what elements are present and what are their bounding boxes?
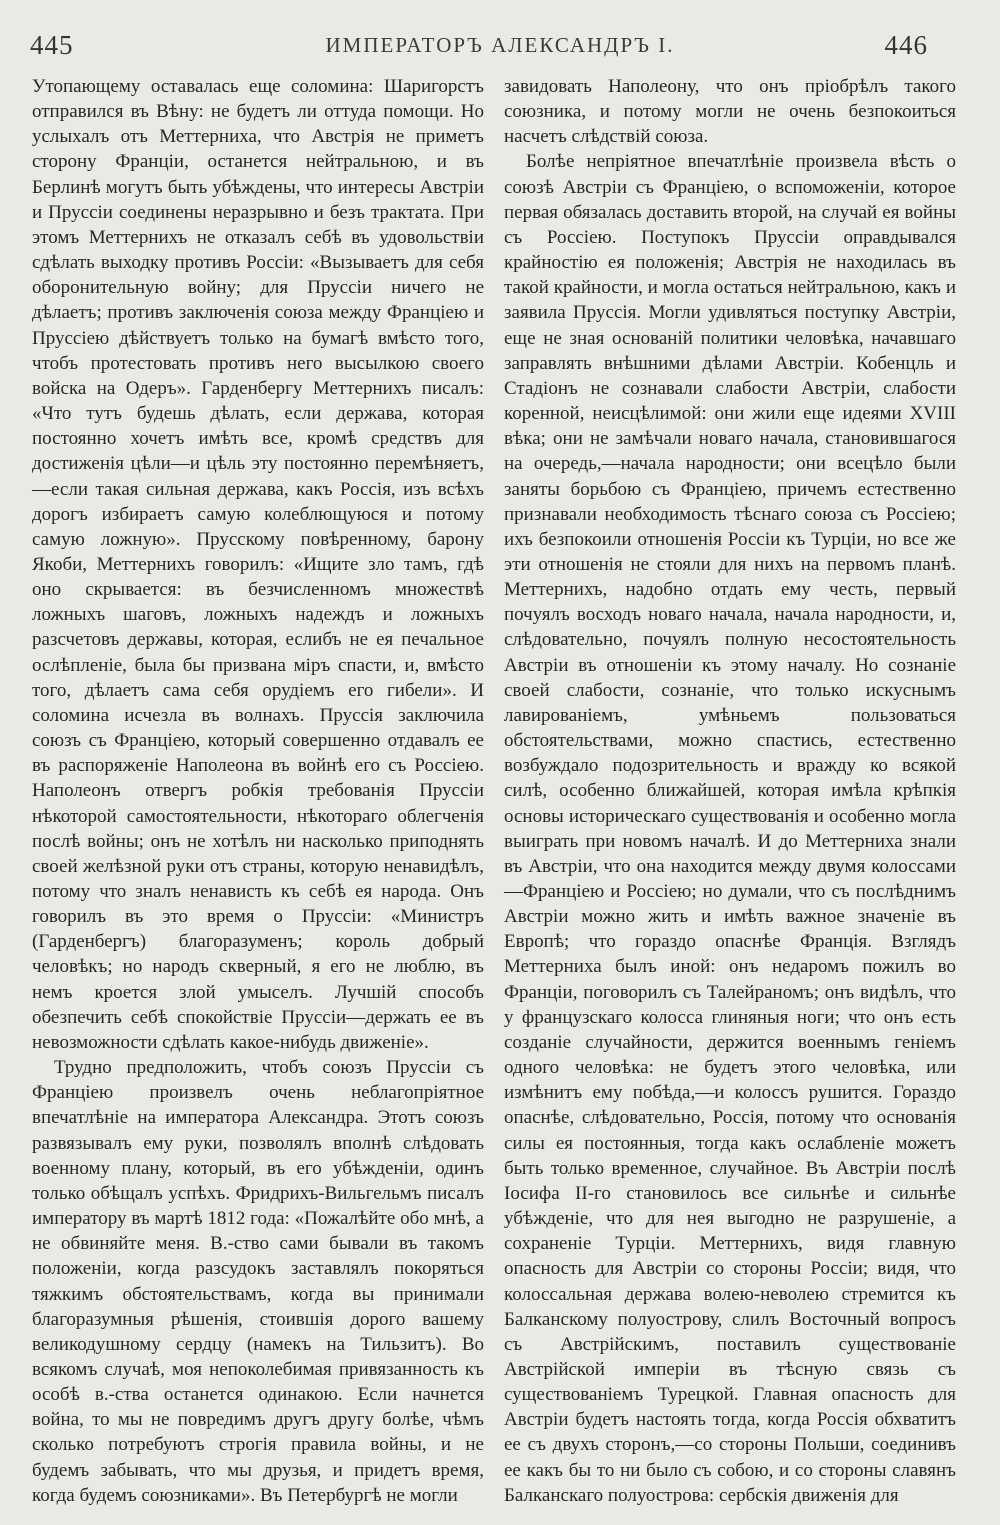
paragraph: Трудно предположить, чтобъ союзъ Пруссіи съ Франціею произвелъ очень неблагопріятное впечатлѣніе на императора Александра. Этотъ союзъ развязывалъ ему руки, позволялъ вполнѣ слѣдовать военному плану, который, въ его убѣжденіи, одинъ только обѣщалъ успѣхъ. Фридрихъ-Вильгельмъ писалъ императору въ мартѣ 1812 года: «Пожалѣйте обо мнѣ, а не обвиняйте меня. В.-ство сами бывали въ такомъ положеніи, когда разсудокъ заставлялъ покоряться тяжкимъ обстоятельствамъ, когда вы принимали благоразумныя рѣшенія, стоившія дорого вашему великодушному сердцу (намекъ на Тильзитъ). Во всякомъ случаѣ, моя непоколебимая привязанность къ особѣ в.-ства останется одинакою. Если начнется война, то мы не повредимъ другъ другу болѣе, чѣмъ сколько потребуютъ строгія правила войны, и не будемъ забывать, что мы друзья, и придетъ время, когда будемъ союзниками». Въ Петербургѣ не могли: [32, 1057, 484, 1506]
paragraph: Болѣе непріятное впечатлѣніе произвела вѣсть о союзѣ Австріи съ Франціею, о вспоможеніи, которое первая обязалась доставить второй, на случай ея войны съ Россіею. Поступокъ Пруссіи оправдывался крайностію ея положенія; Австрія не находилась въ такой крайности, и могла остаться нейтральною, какъ и заявила Пруссія. Могли удивляться поступку Австріи, еще не зная основаній политики человѣка, начавшаго заправлять внѣшними дѣлами Австріи. Кобенцль и Стадіонъ не сознавали слабости Австріи, слабости коренной, неисцѣлимой: они жили еще идеями XVIII вѣка; они не замѣчали новаго начала, становившагося на очередь,—начала народности; они всецѣло были заняты борьбою съ Франціею, причемъ естественно признавали необходимость тѣснаго союза съ Россіею; ихъ безпокоили отношенія Россіи къ Турціи, но все же эти отношенія не стояли для нихъ на первомъ планѣ. Меттернихъ, надобно отдать ему честь, первый почуялъ восходъ новаго начала, начала народности, и, слѣдовательно, почуялъ полную несостоятельность Австріи въ отношеніи къ этому началу. Но сознаніе своей слабости, сознаніе, что только искуснымъ лавированіемъ, умѣньемъ пользоваться обстоятельствами, можно спастись, естественно возбуждало подозрительность и вражду ко всякой силѣ, особенно ближайшей, которая имѣла крѣпкія основы историческаго существованія и особенно могла выиграть при новомъ началѣ. И до Меттерниха знали въ Австріи, что она находится между двумя колоссами—Франціею и Россіею; но думали, что съ послѣднимъ Австріи можно жить и имѣть важное значеніе въ Европѣ; что гораздо опаснѣе Франція. Взглядъ Меттерниха былъ иной: онъ недаромъ пожилъ во Франціи, поговорилъ съ Талейраномъ; онъ видѣлъ, что у французскаго колосса глиняныя ноги; что онъ есть созданіе случайности, держится военнымъ геніемъ одного человѣка: не будетъ этого человѣка, или измѣнитъ ему побѣда,—и колоссъ рушится. Гораздо опаснѣе, слѣдовательно, Россія, потому что основанія силы ея постоянныя, тогда какъ ослабленіе можетъ быть только временное, случайное. Въ Австріи послѣ Іосифа II-го становилось все сильнѣе и сильнѣе убѣжденіе, что для нея выгодно не разрушеніе, а сохраненіе Турціи. Меттернихъ, видя главную опасность для Австріи со стороны Россіи; видя, что колоссальная держава волею-неволею стремится къ Балканскому полуострову, слилъ Восточный вопросъ съ Австрійскимъ, поставилъ существованіе Австрійской имперіи въ тѣсную связь съ существованіемъ Турецкой. Главная опасность для Австріи будетъ настоять тогда, когда Россія обхватитъ ее съ двухъ сторонъ,—со стороны Польши, соединивъ ее какъ бы то ни было съ собою, и со стороны славянъ Балканскаго полуострова: сербскія движенія для: [504, 151, 956, 1506]
right-column: [504, 74, 956, 1508]
page-number-right: 446: [884, 30, 928, 60]
page-number-left: 445: [30, 30, 74, 60]
paragraph: Утопающему оставалась еще соломина: Шаригорстъ отправился въ Вѣну: не будетъ ли оттуда помощи. Но услыхалъ отъ Меттерниха, что Австрія не приметъ сторону Франціи, останется нейтральною, и въ Берлинѣ могутъ быть убѣждены, что интересы Австріи и Пруссіи соединены неразрывно и безъ трактата. При этомъ Меттернихъ не отказалъ себѣ въ удовольствіи сдѣлать выходку противъ Россіи: «Вызываетъ для себя оборонительную войну; для Пруссіи ничего не дѣлаетъ; противъ заключенія союза между Франціею и Пруссіею дѣйствуетъ только на бумагѣ вмѣсто того, чтобъ протестовать противъ него высылкою своего войска на Одеръ». Гарденбергу Меттернихъ писалъ: «Что тутъ будешь дѣлать, если держава, которая постоянно хочетъ имѣть все, кромѣ средствъ для достиженія цѣли—и цѣль эту постоянно перемѣняетъ,—если такая сильная держава, какъ Россія, изъ всѣхъ дорогъ избираетъ самую колеблющуюся и потому самую ложную». Прусскому повѣренному, барону Якоби, Меттернихъ говорилъ: «Ищите зло тамъ, гдѣ оно скрывается: въ безчисленномъ множествѣ ложныхъ шаговъ, ложныхъ надеждъ и ложныхъ разсчетовъ державы, которая, еслибъ не ея печальное ослѣпленіе, была бы призвана міръ спасти, и, вмѣсто того, дѣлаетъ сама себя орудіемъ его гибели». И соломина исчезла въ волнахъ. Пруссія заключила союзъ съ Франціею, который совершенно отдавалъ ее въ распоряженіе Наполеона въ войнѣ его съ Россіею. Наполеонъ отвергъ робкія требованія Пруссіи нѣкоторой самостоятельности, нѣкотораго облегченія послѣ войны; онъ не хотѣлъ ни насколько приподнять своей желѣзной руки отъ страны, которую ненавидѣлъ, потому что зналъ ненависть къ себѣ ея народа. Онъ говорилъ въ это время о Пруссіи: «Министръ (Гарденбергъ) благоразуменъ; король добрый человѣкъ; но народъ скверный, я его не люблю, въ немъ кроется злой умыселъ. Лучшій способъ обезпечить себѣ спокойствіе Пруссіи—держать ее въ невозможности сдѣлать какое-нибудь движеніе».: [32, 76, 484, 1053]
left-column: [32, 74, 484, 1508]
paragraph: завидовать Наполеону, что онъ пріобрѣлъ такого союзника, и потому могли не очень безпокоиться насчетъ слѣдствій союза.: [504, 76, 956, 148]
running-title: ИМПЕРАТОРЪ АЛЕКСАНДРЪ I.: [325, 33, 675, 57]
